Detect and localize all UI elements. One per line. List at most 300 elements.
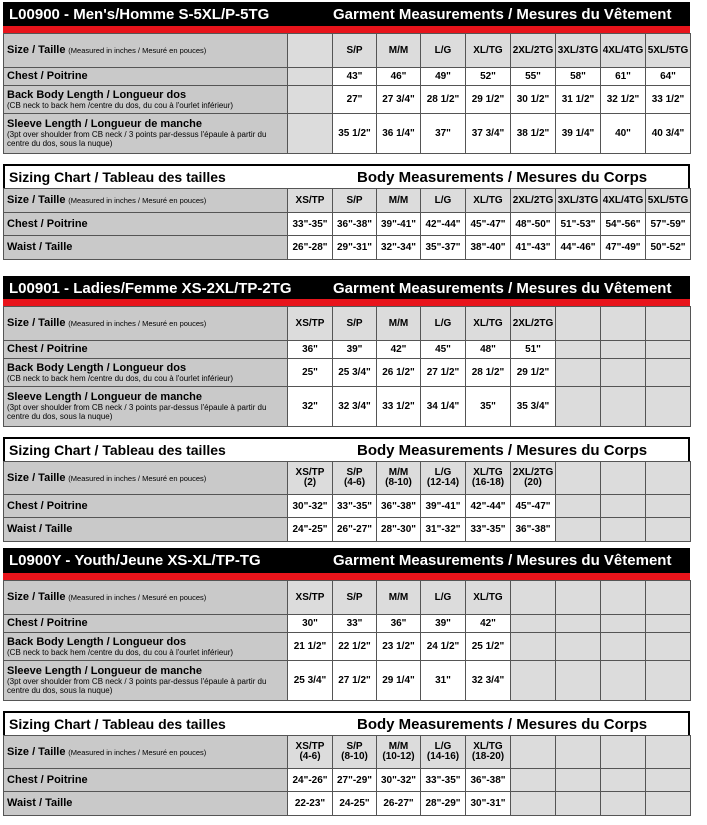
chest-value-cell <box>333 213 377 236</box>
size-code: L/G <box>434 741 452 752</box>
chest-value: 64" <box>660 71 676 82</box>
chest-label-cell <box>4 769 288 792</box>
size-header-cell <box>601 462 646 495</box>
size-header-stack <box>333 468 376 488</box>
waist-row <box>4 236 691 260</box>
sleeve-value: 35" <box>480 401 496 412</box>
size-code: XL/TG <box>473 592 503 603</box>
chest-value-cell <box>421 341 466 359</box>
waist-value: 26-27" <box>383 798 414 809</box>
chest-value-cell <box>466 495 511 518</box>
back-note: (CB neck to back hem /centre du dos, du cou à l'ourlet inférieur) <box>7 373 234 383</box>
size-label: Size / Taille <box>7 44 66 56</box>
back-value-cell <box>288 633 333 661</box>
size-code: 3XL/3TG <box>557 45 599 56</box>
waist-label: Waist / Taille <box>7 523 73 535</box>
waist-value-cell <box>466 518 511 542</box>
sleeve-value-cell <box>421 661 466 701</box>
chest-value-cell <box>466 769 511 792</box>
waist-value-cell <box>511 518 556 542</box>
sleeve-value: 40 3/4" <box>651 128 685 139</box>
chest-value-cell <box>377 769 421 792</box>
back-value: 25 1/2" <box>471 641 505 652</box>
sleeve-value-cell <box>421 114 466 154</box>
waist-value-cell <box>333 792 377 816</box>
size-code: M/M <box>388 592 409 603</box>
sleeve-value-cell <box>646 387 691 427</box>
chest-value-cell <box>333 341 377 359</box>
chest-label: Chest / Poitrine <box>7 217 88 230</box>
size-code: 4XL/4TG <box>602 195 644 206</box>
back-value: 24 1/2" <box>426 641 460 652</box>
back-value: 25" <box>302 367 318 378</box>
chest-value: 30" <box>302 618 318 629</box>
size-code: S/P <box>346 467 363 478</box>
back-value-cell <box>511 86 556 114</box>
waist-value-cell <box>601 518 646 542</box>
chest-value-cell <box>646 495 691 518</box>
chest-value-cell <box>466 213 511 236</box>
back-value: 28 1/2" <box>426 94 460 105</box>
size-header-cell <box>646 307 691 341</box>
size-number: (4-6) <box>299 751 321 762</box>
size-header-cell <box>601 189 646 213</box>
waist-value-cell <box>333 236 377 260</box>
chest-value-cell <box>601 213 646 236</box>
size-header-stack <box>377 468 420 488</box>
sleeve-value: 31" <box>435 675 451 686</box>
back-value-cell <box>601 633 646 661</box>
chest-value-cell <box>511 769 556 792</box>
chest-label: Chest / Poitrine <box>7 499 88 512</box>
size-number: (18-20) <box>471 751 505 762</box>
ladies-garment-table <box>3 306 691 427</box>
ladies-body-table <box>3 461 691 542</box>
waist-value: 32"-34" <box>380 242 417 253</box>
waist-value: 22-23" <box>294 798 326 809</box>
sleeve-label-cell <box>4 114 288 154</box>
sleeve-value: 35 1/2" <box>338 128 371 139</box>
back-value-cell <box>511 633 556 661</box>
sleeve-value: 34 1/4" <box>426 401 460 412</box>
chest-value-cell <box>288 769 333 792</box>
size-label: Size / Taille <box>7 194 66 206</box>
size-number: (20) <box>524 477 542 488</box>
chest-value-cell <box>333 68 377 86</box>
chest-value-cell <box>556 213 601 236</box>
size-code: S/P <box>346 741 363 752</box>
chest-value-cell <box>646 615 691 633</box>
back-label: Back Body Length / Longueur dos <box>7 88 187 101</box>
chest-value-cell <box>333 769 377 792</box>
chest-label-cell <box>4 68 288 86</box>
size-number: (8-10) <box>385 477 412 488</box>
waist-row <box>4 792 691 816</box>
chest-value: 42"-44" <box>470 500 506 512</box>
chest-value-cell <box>377 495 421 518</box>
size-code: S/P <box>346 195 363 206</box>
back-value: 29 1/2" <box>471 94 505 105</box>
waist-value: 36"-38" <box>515 524 551 535</box>
chest-value-cell <box>288 495 333 518</box>
youth-body-header <box>3 711 690 735</box>
youth-garment-header <box>3 548 690 573</box>
sleeve-note: (3pt over shoulder from CB neck / 3 points par-dessus l'épaule à partir du centre du dos, sous la nuque) <box>7 677 267 695</box>
chest-value-cell <box>556 341 601 359</box>
sleeve-value: 27 1/2" <box>338 675 371 686</box>
men-body-table <box>3 188 691 260</box>
sleeve-label: Sleeve Length / Longueur de manche <box>7 665 202 677</box>
size-code: XL/TG <box>473 467 503 478</box>
size-code: XL/TG <box>473 318 503 329</box>
back-value-cell <box>466 359 511 387</box>
waist-row <box>4 518 691 542</box>
sleeve-value: 37 3/4" <box>471 128 505 139</box>
back-value-cell <box>377 86 421 114</box>
chest-label-cell <box>4 495 288 518</box>
size-header-cell <box>377 462 421 495</box>
sleeve-value: 32 3/4" <box>471 675 505 686</box>
size-code: XS/TP <box>295 592 325 603</box>
back-value: 27 3/4" <box>382 94 415 105</box>
size-header-cell <box>511 736 556 769</box>
waist-value: 50"-52" <box>650 242 686 253</box>
size-header-cell <box>333 462 377 495</box>
chest-value-cell <box>556 615 601 633</box>
waist-value: 35"-37" <box>425 242 461 253</box>
chest-value: 36"-38" <box>336 218 373 230</box>
size-header-cell <box>646 581 691 615</box>
size-header-cell <box>377 307 421 341</box>
size-code: M/M <box>388 467 409 478</box>
sleeve-value-cell <box>511 114 556 154</box>
chest-value-cell <box>511 213 556 236</box>
chest-value: 45"-47" <box>515 500 551 512</box>
chest-value-cell <box>288 68 333 86</box>
size-header-cell <box>333 581 377 615</box>
men-body-section <box>3 164 690 260</box>
back-value-cell <box>601 86 646 114</box>
back-label: Back Body Length / Longueur dos <box>7 635 187 648</box>
back-value-cell <box>377 633 421 661</box>
back-value: 23 1/2" <box>382 641 415 652</box>
size-note: (Measured in inches / Mesuré en pouces) <box>68 473 207 483</box>
chest-value-cell <box>556 68 601 86</box>
chest-value-cell <box>601 769 646 792</box>
back-label: Back Body Length / Longueur dos <box>7 361 187 374</box>
size-header-cell <box>466 581 511 615</box>
back-value-cell <box>601 359 646 387</box>
size-code: L/G <box>434 195 452 206</box>
chest-value-cell <box>646 341 691 359</box>
sleeve-value: 36 1/4" <box>382 128 415 139</box>
size-header-cell <box>421 462 466 495</box>
chest-value: 43" <box>346 71 363 82</box>
size-header-cell <box>646 462 691 495</box>
size-note: (Measured in inches / Mesuré en pouces) <box>68 319 207 328</box>
sleeve-value-cell <box>556 661 601 701</box>
sleeve-value-cell <box>288 114 333 154</box>
back-value: 28 1/2" <box>471 367 505 378</box>
size-header-cell <box>556 34 601 68</box>
size-header-stack <box>466 742 510 762</box>
sleeve-label: Sleeve Length / Longueur de manche <box>7 391 202 403</box>
size-note: (Measured in inches / Mesuré en pouces) <box>68 593 207 602</box>
sleeve-value-cell <box>646 661 691 701</box>
size-code: 4XL/4TG <box>602 45 644 56</box>
waist-value-cell <box>646 236 691 260</box>
chest-value-cell <box>377 68 421 86</box>
chest-row <box>4 495 691 518</box>
waist-value-cell <box>556 792 601 816</box>
size-header-row <box>4 307 691 341</box>
sleeve-value: 32 3/4" <box>338 401 371 412</box>
chest-value-cell <box>421 769 466 792</box>
size-header-row <box>4 736 691 769</box>
back-row <box>4 633 691 661</box>
back-note: (CB neck to back hem /centre du dos, du cou à l'ourlet inférieur) <box>7 100 234 110</box>
youth-body-table <box>3 735 691 816</box>
size-header-cell <box>288 462 333 495</box>
size-code: L/G <box>434 592 452 603</box>
chest-value-cell <box>601 341 646 359</box>
chest-value: 33"-35" <box>336 500 373 512</box>
chest-value: 48"-50" <box>515 218 551 230</box>
waist-value: 26"-27" <box>336 524 373 535</box>
back-value: 31 1/2" <box>561 94 595 105</box>
size-header-row <box>4 462 691 495</box>
ladies-body-subtitle: Body Measurements / Mesures du Corps <box>357 442 648 459</box>
size-label-cell <box>4 307 288 341</box>
size-label-cell <box>4 189 288 213</box>
size-header-cell <box>377 34 421 68</box>
size-header-cell <box>646 34 691 68</box>
chest-value: 24"-26" <box>292 774 328 786</box>
youth-garment-section <box>3 548 690 701</box>
waist-value: 38"-40" <box>470 242 506 253</box>
ladies-garment-section <box>3 276 690 427</box>
size-header-cell <box>288 307 333 341</box>
chest-label-cell <box>4 213 288 236</box>
sleeve-label-cell <box>4 387 288 427</box>
size-header-cell <box>511 307 556 341</box>
waist-value-cell <box>377 792 421 816</box>
chest-value-cell <box>288 213 333 236</box>
size-header-cell <box>421 736 466 769</box>
sleeve-value: 29 1/4" <box>382 675 415 686</box>
chest-value-cell <box>421 615 466 633</box>
chest-value: 61" <box>615 71 631 82</box>
ladies-garment-subtitle: Garment Measurements / Mesures du Vêtement <box>333 280 672 297</box>
size-header-cell <box>288 34 333 68</box>
back-value-cell <box>646 86 691 114</box>
chest-value: 33"-35" <box>292 218 328 230</box>
chest-label-cell <box>4 615 288 633</box>
ladies-body-title: Sizing Chart / Tableau des tailles <box>9 442 226 458</box>
back-value-cell <box>466 86 511 114</box>
sleeve-value: 32" <box>302 401 318 412</box>
chest-value-cell <box>646 213 691 236</box>
size-note: (Measured in inches / Mesuré en pouces) <box>68 46 207 55</box>
size-label: Size / Taille <box>7 591 66 603</box>
waist-value-cell <box>377 518 421 542</box>
chest-value-cell <box>601 68 646 86</box>
chest-value: 30"-32" <box>292 500 328 512</box>
size-code: 2XL/2TG <box>512 318 554 329</box>
size-header-cell <box>511 189 556 213</box>
back-value: 26 1/2" <box>382 367 415 378</box>
sleeve-value-cell <box>646 114 691 154</box>
chest-value: 30"-32" <box>380 774 417 786</box>
back-value-cell <box>646 633 691 661</box>
sleeve-value: 37" <box>435 128 451 139</box>
size-note: (Measured in inches / Mesuré en pouces) <box>68 196 207 205</box>
waist-value: 47"-49" <box>605 242 641 253</box>
size-code: 2XL/2TG <box>512 45 554 56</box>
back-row <box>4 359 691 387</box>
chest-label: Chest / Poitrine <box>7 343 88 355</box>
back-value-cell <box>333 359 377 387</box>
waist-value-cell <box>556 236 601 260</box>
chest-value: 39"-41" <box>425 500 461 512</box>
men-body-subtitle: Body Measurements / Mesures du Corps <box>357 169 648 186</box>
waist-value-cell <box>646 792 691 816</box>
back-value-cell <box>556 633 601 661</box>
ladies-garment-title: L00901 - Ladies/Femme XS-2XL/TP-2TG <box>9 280 292 297</box>
back-value: 29 1/2" <box>516 367 550 378</box>
chest-value-cell <box>511 495 556 518</box>
size-header-cell <box>377 189 421 213</box>
waist-value-cell <box>511 236 556 260</box>
size-header-cell <box>646 736 691 769</box>
size-code: 5XL/5TG <box>647 195 689 206</box>
size-label-cell <box>4 581 288 615</box>
size-header-cell <box>288 736 333 769</box>
size-header-cell <box>601 307 646 341</box>
waist-value-cell <box>421 792 466 816</box>
waist-value: 29"-31" <box>336 242 373 253</box>
back-value-cell <box>556 86 601 114</box>
chest-value: 36" <box>302 344 318 355</box>
size-header-cell <box>333 189 377 213</box>
back-value: 27" <box>346 94 363 105</box>
back-value: 27 1/2" <box>426 367 460 378</box>
chest-value: 46" <box>390 71 407 82</box>
chest-value: 55" <box>525 71 541 82</box>
waist-label: Waist / Taille <box>7 241 73 253</box>
size-header-cell <box>511 462 556 495</box>
chest-value-cell <box>333 615 377 633</box>
back-value-cell <box>288 86 333 114</box>
size-header-stack <box>288 468 332 488</box>
waist-label-cell <box>4 792 288 816</box>
size-header-cell <box>466 462 511 495</box>
back-value-cell <box>466 633 511 661</box>
red-divider <box>3 26 690 33</box>
sleeve-value-cell <box>377 387 421 427</box>
sleeve-value: 40" <box>615 128 631 139</box>
chest-value: 39" <box>435 618 451 629</box>
sleeve-value-cell <box>511 387 556 427</box>
size-header-stack <box>333 742 376 762</box>
youth-body-section <box>3 711 690 816</box>
chest-row <box>4 341 691 359</box>
size-code: XL/TG <box>473 195 503 206</box>
chest-value: 51" <box>525 344 541 355</box>
waist-value-cell <box>466 792 511 816</box>
size-code: 2XL/2TG <box>512 195 554 206</box>
sleeve-value: 39 1/4" <box>561 128 595 139</box>
waist-value-cell <box>466 236 511 260</box>
waist-value: 44"-46" <box>560 242 596 253</box>
chest-value-cell <box>421 495 466 518</box>
chest-row <box>4 68 691 86</box>
back-value-cell <box>377 359 421 387</box>
chest-value: 36"-38" <box>380 500 417 512</box>
chest-value-cell <box>288 341 333 359</box>
chest-value-cell <box>556 495 601 518</box>
size-label: Size / Taille <box>7 471 66 484</box>
men-body-header <box>3 164 690 188</box>
chest-value-cell <box>377 615 421 633</box>
size-code: S/P <box>346 592 363 603</box>
chest-value: 57"-59" <box>650 218 686 230</box>
size-number: (2) <box>303 477 317 488</box>
waist-value: 28"-30" <box>380 524 417 535</box>
youth-garment-subtitle: Garment Measurements / Mesures du Vêtement <box>333 552 672 569</box>
chest-value: 45"-47" <box>470 218 506 230</box>
sleeve-value-cell <box>511 661 556 701</box>
waist-value: 31"-32" <box>425 524 461 535</box>
size-header-cell <box>288 581 333 615</box>
size-header-stack <box>377 742 420 762</box>
chest-value-cell <box>601 615 646 633</box>
chest-value: 36" <box>390 618 407 629</box>
size-code: XS/TP <box>295 741 325 752</box>
waist-label-cell <box>4 518 288 542</box>
size-number: (8-10) <box>341 751 368 762</box>
waist-value-cell <box>601 792 646 816</box>
back-value: 25 3/4" <box>338 367 371 378</box>
size-header-cell <box>511 581 556 615</box>
chest-row <box>4 615 691 633</box>
size-header-cell <box>556 581 601 615</box>
red-divider <box>3 299 690 306</box>
size-header-cell <box>556 189 601 213</box>
waist-value-cell <box>333 518 377 542</box>
chest-value: 48" <box>480 344 496 355</box>
sleeve-row <box>4 661 691 701</box>
sleeve-value-cell <box>601 387 646 427</box>
size-code: XL/TG <box>473 741 503 752</box>
size-header-cell <box>466 34 511 68</box>
size-header-cell <box>601 581 646 615</box>
sleeve-label: Sleeve Length / Longueur de manche <box>7 118 202 130</box>
back-value-cell <box>556 359 601 387</box>
chest-value: 52" <box>480 71 496 82</box>
back-value: 32 1/2" <box>606 94 640 105</box>
waist-value: 24-25" <box>339 798 370 809</box>
back-note: (CB neck to back hem /centre du dos, du cou à l'ourlet inférieur) <box>7 647 234 657</box>
waist-value: 24"-25" <box>292 524 328 535</box>
size-code: L/G <box>434 318 452 329</box>
size-header-cell <box>333 307 377 341</box>
chest-value-cell <box>333 495 377 518</box>
waist-value: 33"-35" <box>470 524 506 535</box>
chest-value: 42" <box>480 618 496 629</box>
ladies-body-header <box>3 437 690 461</box>
size-header-cell <box>333 736 377 769</box>
